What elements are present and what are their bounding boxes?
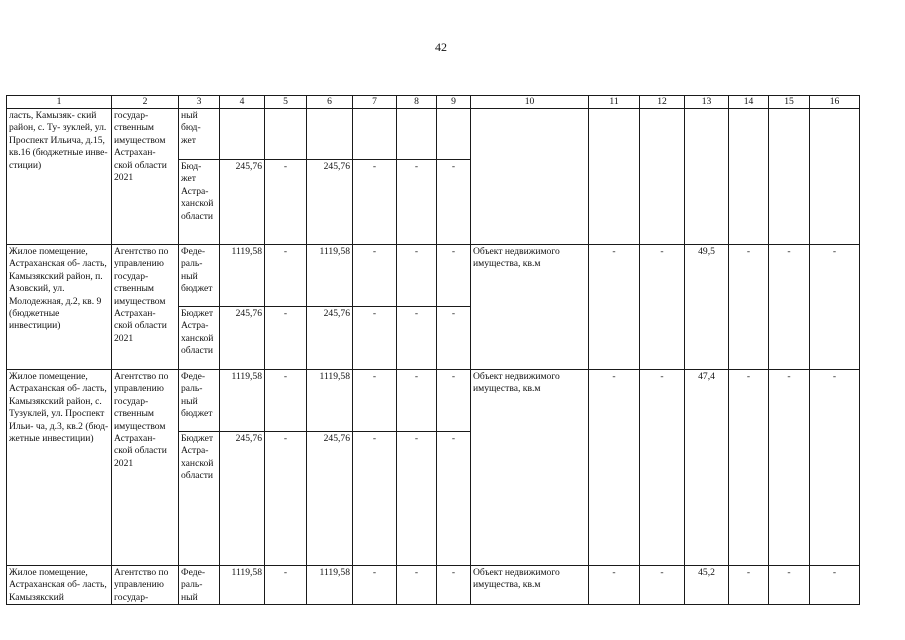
responsible-agency-cell: Агентство по управлению государ- ственным имуществом Астрахан- ской области 2021 — [112, 245, 179, 370]
indicator-cell-col14: - — [729, 566, 769, 605]
object-address-cell: ласть, Камызяк- ский район, с. Ту- зуклей, ул. Проспект Ильича, д.15, кв.16 (бюджетные инве- стиции) — [7, 109, 112, 245]
value-cell-col4: 245,76 — [220, 307, 265, 370]
funding-source-cell: Феде- раль- ный бюджет — [179, 245, 220, 307]
column-header: 14 — [729, 96, 769, 109]
funding-source-cell: Феде- раль- ный — [179, 566, 220, 605]
value-cell-col7: - — [353, 370, 397, 432]
value-cell-col9 — [437, 109, 471, 160]
column-header: 12 — [640, 96, 685, 109]
value-cell-col4: 245,76 — [220, 160, 265, 245]
value-cell-col6: 245,76 — [307, 160, 353, 245]
value-cell-col4: 245,76 — [220, 432, 265, 566]
value-cell-col6 — [307, 109, 353, 160]
column-header: 4 — [220, 96, 265, 109]
indicator-name-cell: Объект недвижимого имущества, кв.м — [471, 566, 589, 605]
value-cell-col6: 1119,58 — [307, 566, 353, 605]
value-cell-col7: - — [353, 245, 397, 307]
value-cell-col7: - — [353, 307, 397, 370]
column-header: 10 — [471, 96, 589, 109]
value-cell-col5: - — [265, 432, 307, 566]
value-cell-col4: 1119,58 — [220, 370, 265, 432]
value-cell-col7: - — [353, 432, 397, 566]
program-objects-table — [6, 95, 860, 605]
value-cell-col9: - — [437, 370, 471, 432]
value-cell-col8: - — [397, 432, 437, 566]
value-cell-col9: - — [437, 432, 471, 566]
indicator-cell-col15: - — [769, 566, 810, 605]
value-cell-col7 — [353, 109, 397, 160]
value-cell-col4 — [220, 109, 265, 160]
value-cell-col7: - — [353, 160, 397, 245]
value-cell-col8 — [397, 109, 437, 160]
value-cell-col9: - — [437, 566, 471, 605]
indicator-cell-col13: 49,5 — [685, 245, 729, 370]
funding-source-cell: Бюджет Астра- ханской области — [179, 432, 220, 566]
indicator-cell-col16: - — [810, 566, 860, 605]
indicator-cell-col12: - — [640, 245, 685, 370]
indicator-cell-col11: - — [589, 370, 640, 566]
indicator-cell-col15: - — [769, 370, 810, 566]
value-cell-col9: - — [437, 160, 471, 245]
funding-source-cell: Бюд- жет Астра- ханской области — [179, 160, 220, 245]
indicator-cell-col15: - — [769, 245, 810, 370]
indicator-cell-col11: - — [589, 566, 640, 605]
value-cell-col8: - — [397, 160, 437, 245]
value-cell-col4: 1119,58 — [220, 245, 265, 307]
indicator-cell-col16: - — [810, 370, 860, 566]
value-cell-col5: - — [265, 245, 307, 307]
indicator-name-cell: Объект недвижимого имущества, кв.м — [471, 370, 589, 566]
value-cell-col5: - — [265, 370, 307, 432]
column-header: 15 — [769, 96, 810, 109]
responsible-agency-cell: государ- ственным имуществом Астрахан- ской области 2021 — [112, 109, 179, 245]
funding-source-cell: Бюджет Астра- ханской области — [179, 307, 220, 370]
column-header: 6 — [307, 96, 353, 109]
value-cell-col5: - — [265, 307, 307, 370]
value-cell-col6: 1119,58 — [307, 370, 353, 432]
indicator-cell-col16: - — [810, 245, 860, 370]
value-cell-col8: - — [397, 245, 437, 307]
column-header: 1 — [7, 96, 112, 109]
responsible-agency-cell: Агентство по управлению государ- — [112, 566, 179, 605]
table-row — [7, 370, 860, 432]
object-address-cell: Жилое помещение, Астраханская об- ласть, Камызякский район, п. Азовский, ул. Молодежная, д.2, кв. 9 (бюджетные инвестиции) — [7, 245, 112, 370]
value-cell-col5: - — [265, 566, 307, 605]
column-header: 8 — [397, 96, 437, 109]
value-cell-col8: - — [397, 307, 437, 370]
value-cell-col9: - — [437, 245, 471, 307]
column-header: 3 — [179, 96, 220, 109]
value-cell-col5 — [265, 109, 307, 160]
column-header: 13 — [685, 96, 729, 109]
column-header: 7 — [353, 96, 397, 109]
value-cell-col5: - — [265, 160, 307, 245]
value-cell-col9: - — [437, 307, 471, 370]
object-address-cell: Жилое помещение, Астраханская об- ласть, Камызякский район, с. Тузуклей, ул. Проспект Ильи- ча, д.3, кв.2 (бюд- жетные инвестиции) — [7, 370, 112, 566]
indicator-cell-col13: 47,4 — [685, 370, 729, 566]
indicator-cell-col11: - — [589, 245, 640, 370]
funding-source-cell: ный бюд- жет — [179, 109, 220, 160]
indicator-cell-col11 — [589, 109, 640, 245]
indicator-cell-col16 — [810, 109, 860, 245]
indicator-name-cell: Объект недвижимого имущества, кв.м — [471, 245, 589, 370]
indicator-cell-col14: - — [729, 370, 769, 566]
indicator-name-cell — [471, 109, 589, 245]
value-cell-col8: - — [397, 566, 437, 605]
indicator-cell-col14: - — [729, 245, 769, 370]
value-cell-col6: 245,76 — [307, 307, 353, 370]
funding-source-cell: Феде- раль- ный бюджет — [179, 370, 220, 432]
indicator-cell-col12: - — [640, 370, 685, 566]
table-row — [7, 566, 860, 605]
object-address-cell: Жилое помещение, Астраханская об- ласть, Камызякский — [7, 566, 112, 605]
column-header: 5 — [265, 96, 307, 109]
column-header: 2 — [112, 96, 179, 109]
column-header: 16 — [810, 96, 860, 109]
page-number: 42 — [435, 40, 447, 54]
value-cell-col8: - — [397, 370, 437, 432]
indicator-cell-col13: 45,2 — [685, 566, 729, 605]
value-cell-col6: 1119,58 — [307, 245, 353, 307]
column-header: 11 — [589, 96, 640, 109]
indicator-cell-col13 — [685, 109, 729, 245]
indicator-cell-col12: - — [640, 566, 685, 605]
value-cell-col4: 1119,58 — [220, 566, 265, 605]
indicator-cell-col15 — [769, 109, 810, 245]
value-cell-col6: 245,76 — [307, 432, 353, 566]
table-row — [7, 109, 860, 160]
table-row — [7, 245, 860, 307]
responsible-agency-cell: Агентство по управлению государ- ственным имуществом Астрахан- ской области 2021 — [112, 370, 179, 566]
value-cell-col7: - — [353, 566, 397, 605]
indicator-cell-col12 — [640, 109, 685, 245]
column-header-row — [7, 96, 860, 109]
column-header: 9 — [437, 96, 471, 109]
indicator-cell-col14 — [729, 109, 769, 245]
